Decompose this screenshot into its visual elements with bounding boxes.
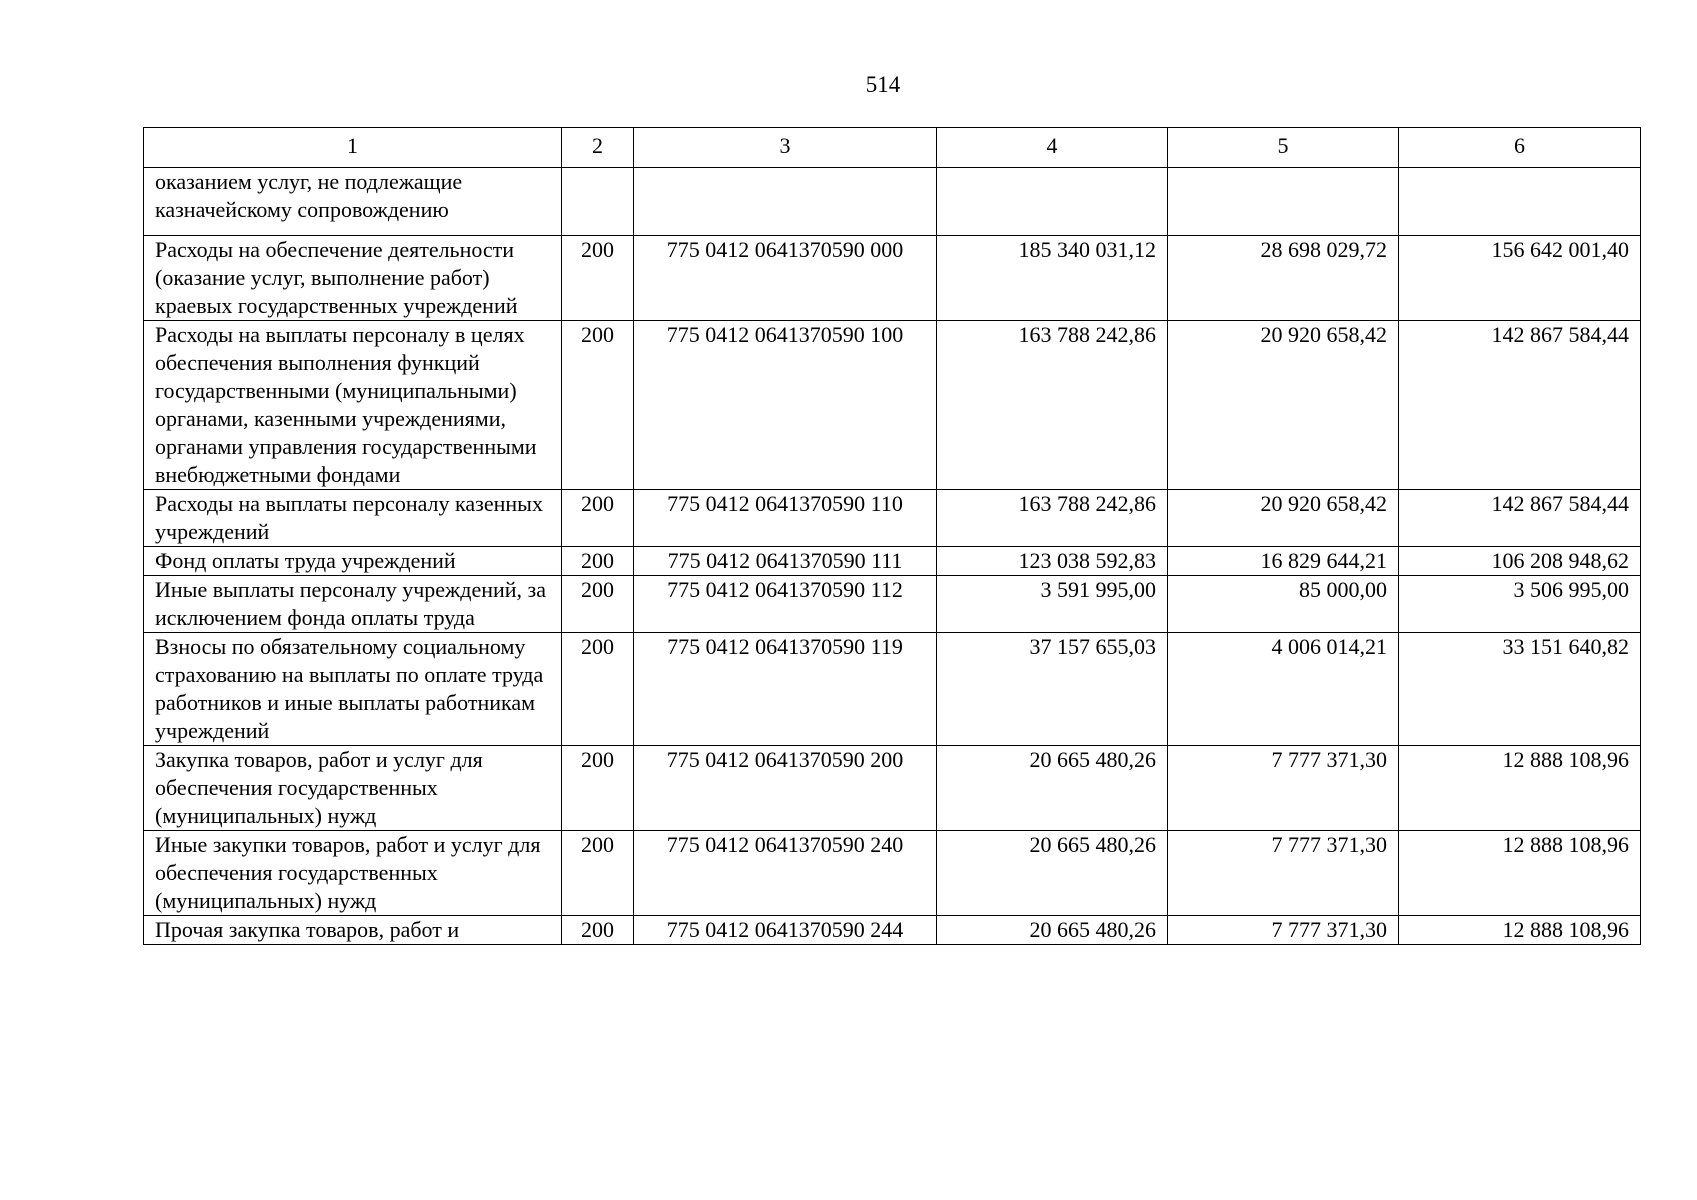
row-code-cell: 200	[562, 916, 634, 945]
row-unexecuted-cell: 142 867 584,44	[1399, 321, 1641, 490]
row-approved-cell: 20 665 480,26	[937, 746, 1168, 831]
row-name-cell: Фонд оплаты труда учреждений	[144, 547, 562, 576]
row-executed-cell: 7 777 371,30	[1168, 916, 1399, 945]
row-executed-cell: 20 920 658,42	[1168, 490, 1399, 547]
row-approved-cell	[937, 168, 1168, 236]
row-code-cell: 200	[562, 746, 634, 831]
row-name-cell: Взносы по обязательному социальному страхованию на выплаты по оплате труда работников и иные выплаты работникам учреждений	[144, 633, 562, 746]
row-name-cell: Расходы на выплаты персоналу в целях обеспечения выполнения функций государственными (муниципальными) органами, казенными учреждениями, органами управления государственными внебюджетными фондами	[144, 321, 562, 490]
row-executed-cell: 7 777 371,30	[1168, 831, 1399, 916]
row-kbk-cell: 775 0412 0641370590 111	[634, 547, 937, 576]
row-kbk-cell: 775 0412 0641370590 112	[634, 576, 937, 633]
row-code-cell: 200	[562, 576, 634, 633]
table-row	[144, 490, 1641, 547]
row-name-cell: Иные закупки товаров, работ и услуг для обеспечения государственных (муниципальных) нужд	[144, 831, 562, 916]
row-unexecuted-cell: 12 888 108,96	[1399, 746, 1641, 831]
table-row	[144, 236, 1641, 321]
row-code-cell: 200	[562, 236, 634, 321]
budget-table	[143, 127, 1641, 945]
row-kbk-cell: 775 0412 0641370590 000	[634, 236, 937, 321]
table-row	[144, 746, 1641, 831]
row-unexecuted-cell: 156 642 001,40	[1399, 236, 1641, 321]
row-code-cell: 200	[562, 831, 634, 916]
row-kbk-cell: 775 0412 0641370590 244	[634, 916, 937, 945]
row-executed-cell	[1168, 168, 1399, 236]
row-name-cell: оказанием услуг, не подлежащие казначейскому сопровождению	[144, 168, 562, 236]
table-row	[144, 547, 1641, 576]
row-executed-cell: 85 000,00	[1168, 576, 1399, 633]
column-header: 6	[1399, 128, 1641, 168]
row-code-cell: 200	[562, 633, 634, 746]
table-row	[144, 576, 1641, 633]
row-kbk-cell: 775 0412 0641370590 240	[634, 831, 937, 916]
row-name-cell: Расходы на обеспечение деятельности (оказание услуг, выполнение работ) краевых государственных учреждений	[144, 236, 562, 321]
row-approved-cell: 185 340 031,12	[937, 236, 1168, 321]
row-unexecuted-cell	[1399, 168, 1641, 236]
row-name-cell: Иные выплаты персоналу учреждений, за исключением фонда оплаты труда	[144, 576, 562, 633]
row-executed-cell: 16 829 644,21	[1168, 547, 1399, 576]
table-row	[144, 831, 1641, 916]
row-approved-cell: 123 038 592,83	[937, 547, 1168, 576]
row-approved-cell: 163 788 242,86	[937, 490, 1168, 547]
row-code-cell: 200	[562, 547, 634, 576]
row-unexecuted-cell: 33 151 640,82	[1399, 633, 1641, 746]
row-kbk-cell: 775 0412 0641370590 119	[634, 633, 937, 746]
row-unexecuted-cell: 142 867 584,44	[1399, 490, 1641, 547]
row-kbk-cell: 775 0412 0641370590 200	[634, 746, 937, 831]
row-code-cell: 200	[562, 321, 634, 490]
row-unexecuted-cell: 12 888 108,96	[1399, 831, 1641, 916]
table-row	[144, 633, 1641, 746]
row-executed-cell: 7 777 371,30	[1168, 746, 1399, 831]
row-unexecuted-cell: 106 208 948,62	[1399, 547, 1641, 576]
row-approved-cell: 20 665 480,26	[937, 916, 1168, 945]
row-approved-cell: 3 591 995,00	[937, 576, 1168, 633]
table-row	[144, 168, 1641, 236]
row-executed-cell: 28 698 029,72	[1168, 236, 1399, 321]
row-approved-cell: 37 157 655,03	[937, 633, 1168, 746]
table-row	[144, 916, 1641, 945]
column-header: 4	[937, 128, 1168, 168]
row-kbk-cell: 775 0412 0641370590 110	[634, 490, 937, 547]
row-code-cell	[562, 168, 634, 236]
column-header: 3	[634, 128, 937, 168]
row-approved-cell: 20 665 480,26	[937, 831, 1168, 916]
row-approved-cell: 163 788 242,86	[937, 321, 1168, 490]
row-unexecuted-cell: 12 888 108,96	[1399, 916, 1641, 945]
row-kbk-cell	[634, 168, 937, 236]
row-kbk-cell: 775 0412 0641370590 100	[634, 321, 937, 490]
table-header-row	[144, 128, 1641, 168]
row-name-cell: Расходы на выплаты персоналу казенных учреждений	[144, 490, 562, 547]
column-header: 2	[562, 128, 634, 168]
page-number: 514	[865, 72, 901, 97]
row-executed-cell: 20 920 658,42	[1168, 321, 1399, 490]
row-code-cell: 200	[562, 490, 634, 547]
column-header: 1	[144, 128, 562, 168]
row-name-cell: Закупка товаров, работ и услуг для обеспечения государственных (муниципальных) нужд	[144, 746, 562, 831]
column-header: 5	[1168, 128, 1399, 168]
row-name-cell: Прочая закупка товаров, работ и	[144, 916, 562, 945]
table-row	[144, 321, 1641, 490]
row-unexecuted-cell: 3 506 995,00	[1399, 576, 1641, 633]
row-executed-cell: 4 006 014,21	[1168, 633, 1399, 746]
